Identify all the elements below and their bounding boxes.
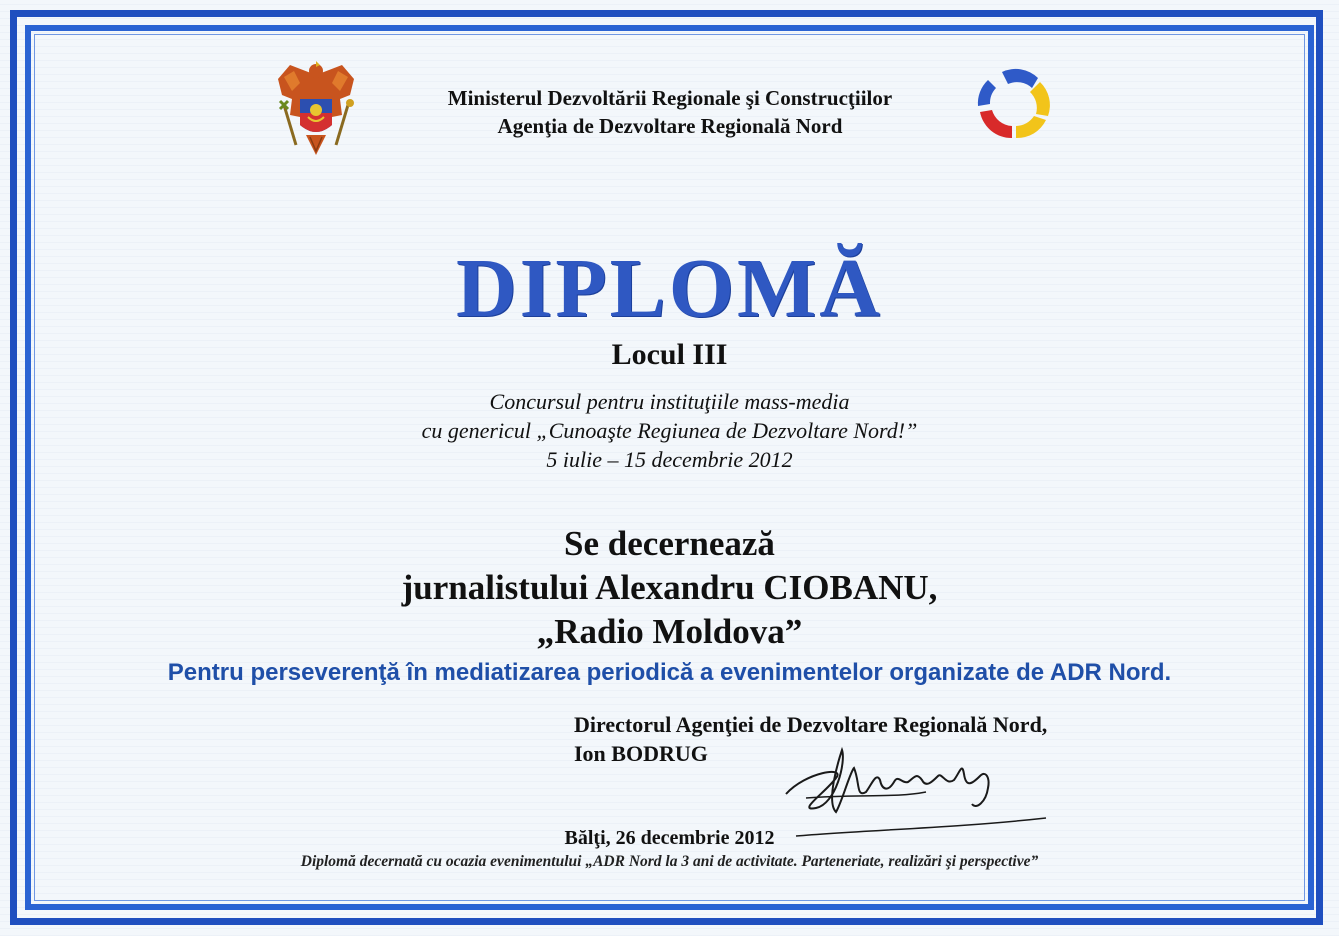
agency-name: Agenţia de Dezvoltare Regională Nord (497, 114, 843, 138)
ministry-name: Ministerul Dezvoltării Regionale şi Construcţiilor (447, 86, 893, 110)
director-name: Ion BODRUG (574, 741, 708, 766)
adr-nord-logo-icon (972, 64, 1054, 142)
recipient-organization: „Radio Moldova” (536, 612, 803, 651)
award-line-1: Se decernează (564, 524, 775, 563)
coat-of-arms-icon (270, 55, 362, 157)
recipient-name: jurnalistului Alexandru CIOBANU, (401, 568, 938, 607)
contest-dates: 5 iulie – 15 decembrie 2012 (546, 447, 793, 472)
award-reason: Pentru perseverenţă în mediatizarea periodică a evenimentelor organizate de ADR Nord. (167, 659, 1172, 686)
issuer-header (370, 84, 970, 140)
contest-description (0, 387, 1339, 474)
contest-line-2: cu genericul „Cunoaşte Regiunea de Dezvoltare Nord!” (421, 418, 918, 443)
award-recipient (0, 522, 1339, 654)
director-signature (776, 732, 1056, 842)
director-title: Directorul Agenţiei de Dezvoltare Regională Nord, (574, 712, 1048, 737)
award-place: Locul III (611, 338, 728, 371)
contest-line-1: Concursul pentru instituţiile mass-media (489, 389, 850, 414)
place-and-date: Bălţi, 26 decembrie 2012 (564, 827, 775, 849)
event-footer: Diplomă decernată cu ocazia evenimentului „ADR Nord la 3 ani de activitate. Parteneriate, realizări şi perspective” (300, 853, 1039, 870)
diploma-title: DIPLOMĂ (456, 242, 883, 335)
